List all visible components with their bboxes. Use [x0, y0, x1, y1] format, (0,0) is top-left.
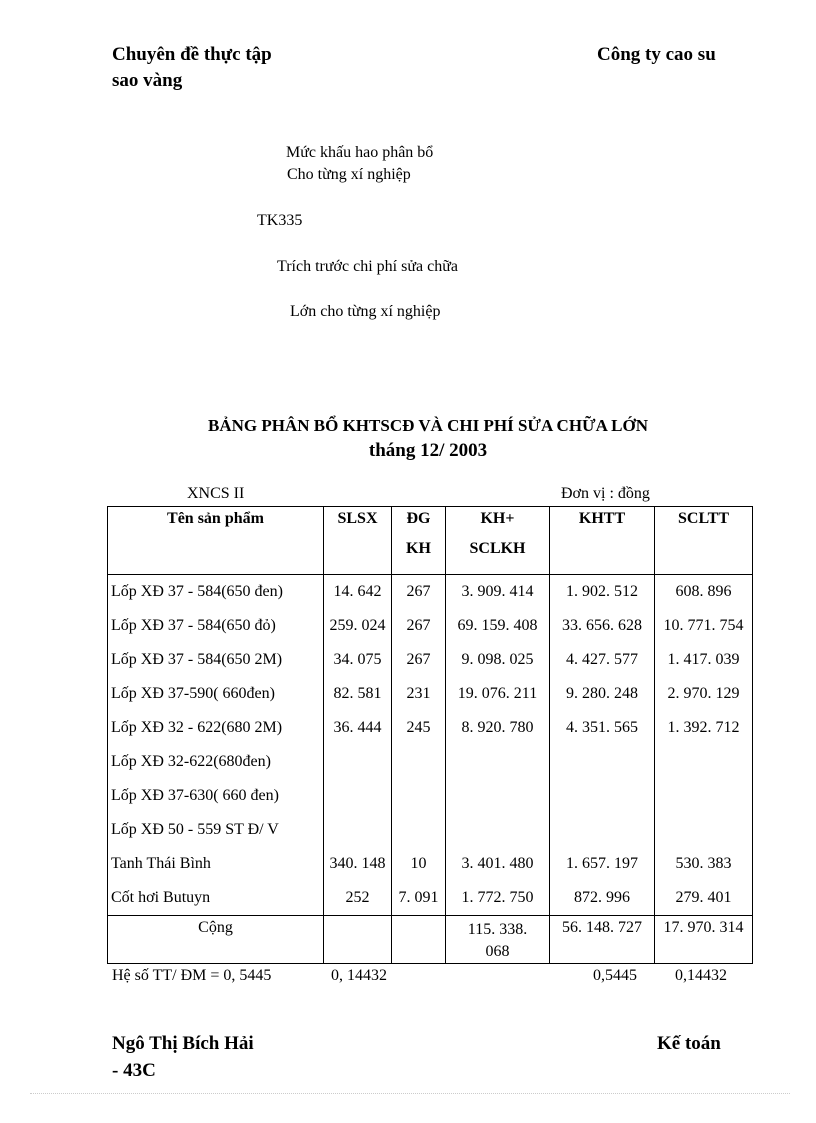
cell-name: Lốp XĐ 37 - 584(650 đen): [108, 575, 324, 610]
col-kh-sclkh: KH+ SCLKH: [446, 507, 550, 575]
cell-name: Lốp XĐ 37 - 584(650 2M): [108, 643, 324, 677]
cell-scltt: 608. 896: [655, 575, 753, 610]
cell-kh: 3. 909. 414: [446, 575, 550, 610]
cell-scltt: [655, 745, 753, 779]
note-depreciation: Mức khấu hao phân bổ: [286, 144, 434, 161]
ratio-value-1: 0, 14432: [331, 967, 387, 984]
cell-kh: 3. 401. 480: [446, 847, 550, 881]
cell-khtt: 1. 657. 197: [550, 847, 655, 881]
table-row: [108, 609, 753, 643]
note-per-enterprise: Cho từng xí nghiệp: [287, 166, 411, 183]
cell-slsx: 252: [324, 881, 392, 916]
cell-scltt: 530. 383: [655, 847, 753, 881]
cell-name: Lốp XĐ 32-622(680đen): [108, 745, 324, 779]
cell-slsx: 340. 148: [324, 847, 392, 881]
cell-dg: [392, 745, 446, 779]
cell-khtt: 4. 427. 577: [550, 643, 655, 677]
cell-dg: [392, 779, 446, 813]
table-row: [108, 677, 753, 711]
total-scltt: 17. 970. 314: [655, 916, 753, 964]
cell-kh: 1. 772. 750: [446, 881, 550, 916]
cell-khtt: 1. 902. 512: [550, 575, 655, 610]
cell-name: Lốp XĐ 37-590( 660đen): [108, 677, 324, 711]
col-dgkh: ĐG KH: [392, 507, 446, 575]
unit-enterprise: XNCS II: [187, 485, 245, 502]
col-scltt: SCLTT: [655, 507, 753, 575]
cell-slsx: [324, 779, 392, 813]
cell-scltt: 279. 401: [655, 881, 753, 916]
total-dg: [392, 916, 446, 964]
table-row: [108, 881, 753, 916]
cell-scltt: [655, 779, 753, 813]
cell-name: Tanh Thái Bình: [108, 847, 324, 881]
total-label: Cộng: [108, 916, 324, 964]
table-row: [108, 847, 753, 881]
allocation-table: [107, 506, 753, 964]
cell-dg: 267: [392, 575, 446, 610]
cell-name: Cốt hơi Butuyn: [108, 881, 324, 916]
cell-name: Lốp XĐ 37 - 584(650 đỏ): [108, 609, 324, 643]
ratio-value-3: 0,14432: [675, 967, 727, 984]
cell-name: Lốp XĐ 50 - 559 ST Đ/ V: [108, 813, 324, 847]
ratio-label: Hệ số TT/ ĐM = 0, 5445: [112, 967, 272, 984]
table-row: [108, 745, 753, 779]
cell-scltt: 1. 392. 712: [655, 711, 753, 745]
ratio-value-2: 0,5445: [593, 967, 637, 984]
note-major-repair: Lớn cho từng xí nghiệp: [290, 303, 441, 320]
report-period: tháng 12/ 2003: [368, 440, 488, 461]
col-slsx: SLSX: [324, 507, 392, 575]
total-slsx: [324, 916, 392, 964]
cell-dg: 267: [392, 643, 446, 677]
cell-kh: [446, 813, 550, 847]
cell-dg: [392, 813, 446, 847]
cell-slsx: 36. 444: [324, 711, 392, 745]
author-name: Ngô Thị Bích Hải: [112, 1033, 254, 1054]
cell-slsx: [324, 745, 392, 779]
total-row: [108, 916, 753, 964]
cell-kh: [446, 779, 550, 813]
cell-name: Lốp XĐ 37-630( 660 đen): [108, 779, 324, 813]
unit-currency: Đơn vị : đồng: [561, 485, 650, 502]
col-product-name: Tên sản phẩm: [108, 507, 324, 575]
cell-dg: 7. 091: [392, 881, 446, 916]
cell-dg: 231: [392, 677, 446, 711]
cell-kh: [446, 745, 550, 779]
cell-slsx: [324, 813, 392, 847]
cell-kh: 9. 098. 025: [446, 643, 550, 677]
cell-scltt: [655, 813, 753, 847]
cell-khtt: [550, 745, 655, 779]
cell-khtt: 33. 656. 628: [550, 609, 655, 643]
cell-scltt: 10. 771. 754: [655, 609, 753, 643]
page-bottom-divider: [30, 1093, 790, 1094]
cell-slsx: 34. 075: [324, 643, 392, 677]
cell-dg: 245: [392, 711, 446, 745]
cell-scltt: 2. 970. 129: [655, 677, 753, 711]
cell-dg: 267: [392, 609, 446, 643]
table-row: [108, 779, 753, 813]
report-title: BẢNG PHÂN BỔ KHTSCĐ VÀ CHI PHÍ SỬA CHỮA LỚN: [208, 416, 648, 435]
note-accrual: Trích trước chi phí sửa chữa: [277, 258, 458, 275]
cell-kh: 69. 159. 408: [446, 609, 550, 643]
cell-kh: 8. 920. 780: [446, 711, 550, 745]
total-khtt: 56. 148. 727: [550, 916, 655, 964]
cell-slsx: 259. 024: [324, 609, 392, 643]
cell-slsx: 82. 581: [324, 677, 392, 711]
cell-kh: 19. 076. 211: [446, 677, 550, 711]
table-row: [108, 711, 753, 745]
table-row: [108, 813, 753, 847]
total-kh: 115. 338. 068: [446, 916, 550, 964]
cell-scltt: 1. 417. 039: [655, 643, 753, 677]
header-subject-cont: sao vàng: [112, 70, 183, 91]
cell-dg: 10: [392, 847, 446, 881]
header-company: Công ty cao su: [597, 44, 716, 65]
cell-khtt: 4. 351. 565: [550, 711, 655, 745]
note-account: TK335: [257, 212, 303, 229]
cell-slsx: 14. 642: [324, 575, 392, 610]
cell-khtt: 9. 280. 248: [550, 677, 655, 711]
cell-khtt: [550, 813, 655, 847]
cell-khtt: 872. 996: [550, 881, 655, 916]
table-row: [108, 643, 753, 677]
cell-name: Lốp XĐ 32 - 622(680 2M): [108, 711, 324, 745]
header-subject: Chuyên đề thực tập: [112, 44, 272, 65]
footer-accountant: Kế toán: [657, 1033, 721, 1054]
author-class: - 43C: [112, 1060, 156, 1081]
cell-khtt: [550, 779, 655, 813]
table-header-row: [108, 507, 753, 575]
col-khtt: KHTT: [550, 507, 655, 575]
table-row: [108, 575, 753, 610]
